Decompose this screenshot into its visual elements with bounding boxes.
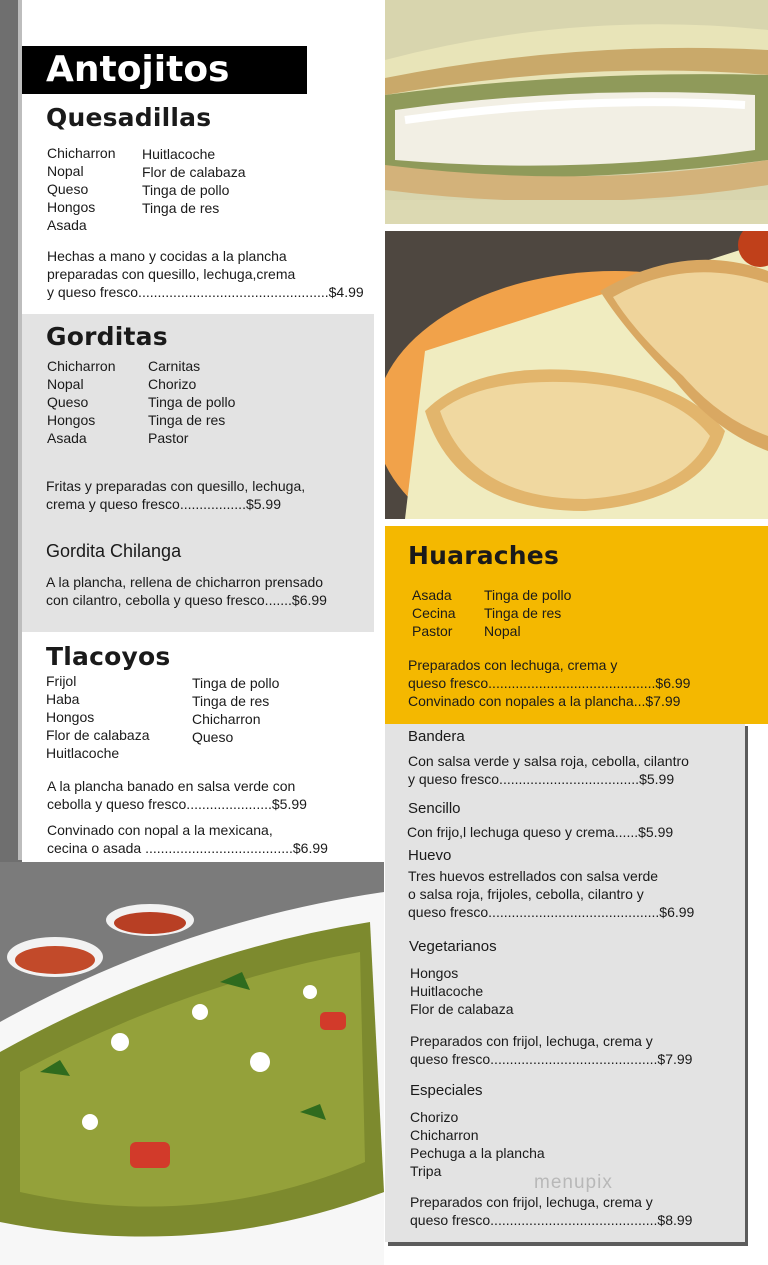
description-line: queso fresco...........................................$6.99 — [408, 675, 691, 691]
tlacoyos-description-2 — [47, 821, 328, 857]
description-line: y queso fresco.................................................$4.99 — [47, 284, 364, 300]
especiales-description — [410, 1193, 692, 1229]
menu-item: Carnitas — [148, 358, 201, 374]
menu-item: Flor de calabaza — [410, 1001, 514, 1017]
description-line: cebolla y queso fresco......................$5.99 — [47, 796, 307, 812]
menu-item: Flor de calabaza — [142, 164, 246, 180]
watermark: menupix — [534, 1172, 613, 1193]
gordita-chilanga-description — [46, 573, 327, 609]
tlacoyos-list-2 — [192, 674, 279, 746]
menu-item: Tinga de pollo — [148, 394, 236, 410]
description-line: queso fresco...........................................$7.99 — [410, 1051, 693, 1067]
huaraches-description — [408, 656, 690, 710]
menu-item: Tinga de res — [484, 605, 562, 621]
description-line: Convinado con nopales a la plancha...$7.99 — [408, 693, 681, 709]
menu-item: Pechuga a la plancha — [410, 1145, 545, 1161]
description-line: A la plancha, rellena de chicharron prensado — [46, 574, 324, 590]
menu-item: Hongos — [410, 965, 459, 981]
gorditas-heading: Gorditas — [46, 322, 168, 351]
menu-item: Asada — [412, 587, 452, 603]
vegetarianos-description — [410, 1032, 692, 1068]
quesadillas-description — [47, 247, 364, 301]
description-line: Con frijo,l lechuga queso y crema......$5.99 — [407, 824, 674, 840]
menu-item: Chorizo — [410, 1109, 459, 1125]
huevo-name: Huevo — [408, 847, 452, 864]
description-line: queso fresco............................................$6.99 — [408, 904, 695, 920]
huaraches-heading: Huaraches — [408, 541, 560, 570]
tlacoyos-list-1 — [46, 672, 150, 762]
description-line: Preparados con frijol, lechuga, crema y — [410, 1194, 653, 1210]
especiales-list — [410, 1108, 545, 1180]
menu-item: Pastor — [412, 623, 453, 639]
description-line: Preparados con frijol, lechuga, crema y — [410, 1033, 653, 1049]
menu-item: Hongos — [46, 709, 95, 725]
description-line: A la plancha banado en salsa verde con — [47, 778, 296, 794]
quesadillas-heading: Quesadillas — [46, 103, 212, 132]
gordita-photo — [385, 231, 768, 519]
menu-item: Tinga de pollo — [142, 182, 230, 198]
menu-item: Pastor — [148, 430, 189, 446]
menu-item: Cecina — [412, 605, 456, 621]
description-line: Tres huevos estrellados con salsa verde — [408, 868, 659, 884]
menu-item: Frijol — [46, 673, 77, 689]
description-line: Fritas y preparadas con quesillo, lechuga, — [46, 478, 306, 494]
tlacoyos-description-1 — [47, 777, 307, 813]
menu-item: Nopal — [484, 623, 521, 639]
menu-item: Tinga de res — [192, 693, 270, 709]
menu-item: Queso — [47, 181, 89, 197]
description-line: Convinado con nopal a la mexicana, — [47, 822, 273, 838]
quesadillas-list-1 — [47, 144, 115, 234]
menu-item: Asada — [47, 430, 87, 446]
tlacoyo-photo — [0, 862, 384, 1265]
description-line: o salsa roja, frijoles, cebolla, cilantro y — [408, 886, 644, 902]
gorditas-description — [46, 477, 305, 513]
menu-item: Tripa — [410, 1163, 442, 1179]
huevo-description — [408, 867, 694, 921]
description-line: Hechas a mano y cocidas a la plancha — [47, 248, 287, 264]
menu-item: Haba — [46, 691, 80, 707]
vegetarianos-list — [410, 964, 514, 1018]
huaraches-list-1 — [412, 586, 456, 640]
page-title: Antojitos — [46, 49, 230, 90]
tlacoyos-heading: Tlacoyos — [46, 642, 171, 671]
quesadilla-photo — [385, 0, 768, 224]
menu-item: Huitlacoche — [46, 745, 120, 761]
description-line: preparadas con quesillo, lechuga,crema — [47, 266, 296, 282]
menu-item: Chicharron — [47, 145, 116, 161]
gordita-chilanga-name: Gordita Chilanga — [46, 541, 182, 561]
menu-item: Chicharron — [47, 358, 116, 374]
gorditas-list-2 — [148, 357, 235, 447]
menu-item: Tinga de res — [148, 412, 226, 428]
menu-item: Nopal — [47, 163, 84, 179]
menu-item: Chicharron — [192, 711, 261, 727]
description-line: crema y queso fresco.................$5.99 — [46, 496, 281, 512]
vegetarianos-name: Vegetarianos — [409, 938, 497, 955]
menu-item: Hongos — [47, 412, 96, 428]
menu-item: Tinga de res — [142, 200, 220, 216]
menu-item: Chorizo — [148, 376, 197, 392]
menu-item: Tinga de pollo — [192, 675, 280, 691]
description-line: Con salsa verde y salsa roja, cebolla, cilantro — [408, 753, 689, 769]
description-line: y queso fresco....................................$5.99 — [408, 771, 675, 787]
menu-item: Queso — [47, 394, 89, 410]
menu-item: Flor de calabaza — [46, 727, 150, 743]
menu-item: Hongos — [47, 199, 96, 215]
menu-item: Queso — [192, 729, 234, 745]
menu-item: Nopal — [47, 376, 84, 392]
description-line: con cilantro, cebolla y queso fresco.......$6.99 — [46, 592, 327, 608]
sencillo-name: Sencillo — [408, 800, 461, 817]
bandera-description — [408, 752, 689, 788]
especiales-name: Especiales — [410, 1082, 483, 1099]
bandera-name: Bandera — [408, 728, 465, 745]
quesadillas-list-2 — [142, 145, 246, 217]
menu-item: Chicharron — [410, 1127, 479, 1143]
gorditas-list-1 — [47, 357, 115, 447]
menu-item: Huitlacoche — [142, 146, 216, 162]
description-line: cecina o asada ......................................$6.99 — [47, 840, 328, 856]
sencillo-description — [407, 823, 673, 841]
menu-item: Huitlacoche — [410, 983, 484, 999]
description-line: queso fresco...........................................$8.99 — [410, 1212, 693, 1228]
description-line: Preparados con lechuga, crema y — [408, 657, 618, 673]
menu-item: Tinga de pollo — [484, 587, 572, 603]
huaraches-list-2 — [484, 586, 571, 640]
menu-item: Asada — [47, 217, 87, 233]
